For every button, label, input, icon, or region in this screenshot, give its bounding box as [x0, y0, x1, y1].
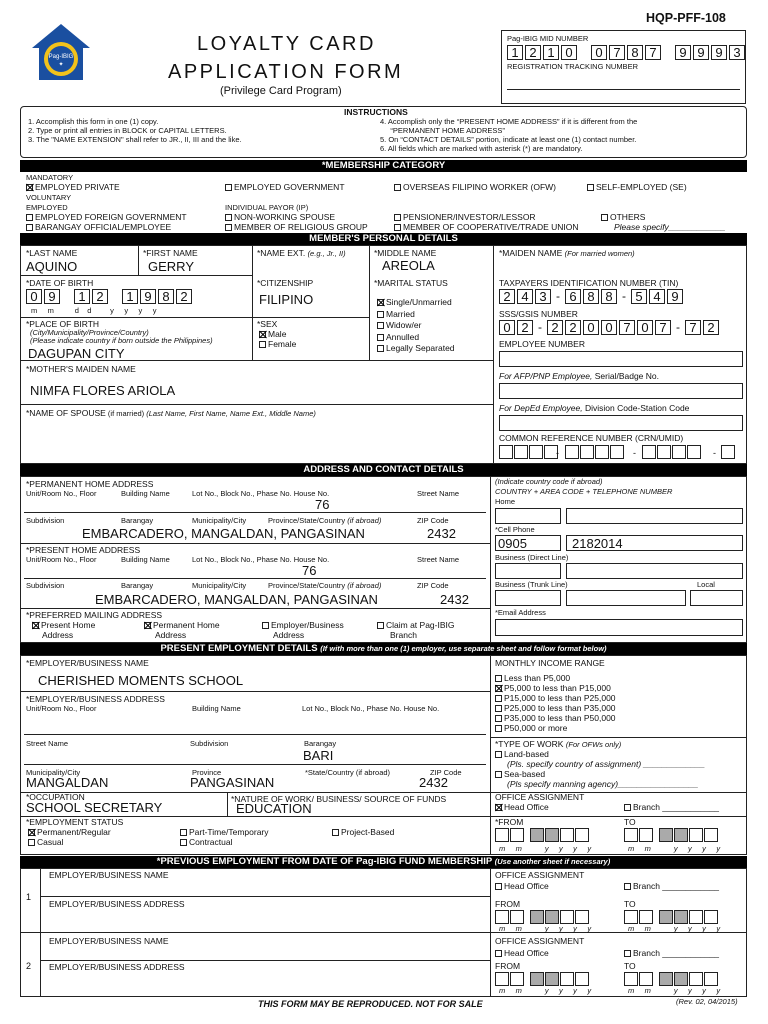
personal-heading: MEMBER'S PERSONAL DETAILS [20, 233, 747, 245]
prev-1-from-label: FROM [495, 899, 521, 909]
afp-field[interactable] [499, 383, 743, 399]
dob-label: *DATE OF BIRTH [26, 278, 94, 288]
emp-lot-label: Lot No., Block No., Phase No. House No. [302, 704, 440, 713]
instruction-4: 4. Accomplish only the “PRESENT HOME ADDRESS” if it is different from the [380, 117, 638, 126]
middle-name-label: *MIDDLE NAME [374, 248, 437, 258]
citizenship-label: *CITIZENSHIP [257, 278, 314, 288]
prev-2-to-label: TO [624, 961, 636, 971]
mail-present-address-word: Address [42, 630, 74, 640]
office-head[interactable]: Head Office [495, 803, 549, 812]
opt-ofw[interactable]: OVERSEAS FILIPINO WORKER (OFW) [394, 183, 556, 192]
emp-state-label: *State/Country (if abroad) [305, 768, 391, 777]
address-heading: ADDRESS AND CONTACT DETAILS [20, 464, 747, 476]
name-ext-label[interactable]: *NAME EXT. (e.g., Jr., II) [257, 248, 346, 258]
emp-barangay-field[interactable]: BARI [303, 748, 334, 763]
checkbox-checked-icon [26, 184, 33, 191]
prev-1-from-hint: m m y y y y [499, 924, 592, 933]
mid-number-cells[interactable]: 1 2 1 0 0 7 8 7 9 9 9 3 [507, 45, 747, 60]
rtn-line[interactable] [507, 89, 740, 90]
marital-married[interactable]: Married [377, 310, 415, 319]
to-date-cells[interactable] [624, 828, 719, 842]
sex-label: *SEX [257, 319, 278, 329]
crn-cells-4[interactable] [721, 445, 736, 459]
rtn-label: REGISTRATION TRACKING NUMBER [507, 62, 638, 71]
prev-2-to-cells[interactable] [624, 972, 719, 986]
local-label: Local [697, 580, 715, 589]
crn-dash-2: - [633, 448, 636, 458]
home-area-code-field[interactable] [495, 508, 561, 524]
checkbox-icon [225, 184, 232, 191]
home-phone-field[interactable] [566, 508, 743, 524]
nature-label: *NATURE OF WORK/ BUSINESS/ SOURCE OF FUNDS [231, 794, 447, 804]
opt-foreign-gov[interactable]: EMPLOYED FOREIGN GOVERNMENT [26, 213, 187, 222]
marital-widow[interactable]: Widow/er [377, 321, 421, 330]
mail-employer-address-word: Address [273, 630, 305, 640]
prev-1-branch[interactable]: Branch ____________ [624, 882, 719, 891]
emp-unit-label: Unit/Room No., Floor [26, 704, 97, 713]
from-label: *FROM [495, 817, 524, 827]
prev-1-to-label: TO [624, 899, 636, 909]
checkbox-icon [394, 184, 401, 191]
marital-single[interactable]: Single/Unmarried [377, 298, 452, 307]
pob-field[interactable]: DAGUPAN CITY [28, 346, 125, 361]
last-name-label: *LAST NAME [26, 248, 78, 258]
prev-2-to-hint: m m y y y y [628, 986, 721, 995]
prev-2-head-office[interactable]: Head Office [495, 949, 549, 958]
mail-claim-branch-word: Branch [390, 630, 417, 640]
sss-cells[interactable]: 0 2 - 2 2 0 0 7 0 7 - 7 2 [499, 320, 721, 335]
instructions-heading: INSTRUCTIONS [344, 107, 408, 117]
marital-label: *MARITAL STATUS [374, 278, 448, 288]
crn-cells-3[interactable] [642, 445, 702, 459]
prev-2-address-label: EMPLOYER/BUSINESS ADDRESS [49, 962, 185, 972]
status-contractual[interactable]: Contractual [180, 838, 232, 847]
ip-label: INDIVIDUAL PAYOR (IP) [225, 203, 309, 212]
afp-label: For AFP/PNP Employee, Serial/Badge No. [499, 371, 659, 381]
prev-2-from-cells[interactable] [495, 972, 590, 986]
opt-barangay[interactable]: BARANGAY OFFICIAL/EMPLOYEE [26, 223, 171, 232]
footer-note: THIS FORM MAY BE REPRODUCED. NOT FOR SALE [258, 999, 483, 1009]
pob-label: *PLACE OF BIRTH [26, 319, 100, 329]
mid-label: Pag-IBIG MID NUMBER [507, 34, 589, 43]
pres-municipality-label: Municipality/City [192, 581, 247, 590]
tin-label: TAXPAYERS IDENTIFICATION NUMBER (TIN) [499, 278, 679, 288]
to-date-hint: m m y y y y [628, 844, 721, 853]
perm-lot-label: Lot No., Block No., Phase No. House No. [192, 489, 330, 498]
first-name-field[interactable]: GERRY [148, 259, 194, 274]
status-permanent[interactable]: Permanent/Regular [28, 828, 111, 837]
perm-zip-field[interactable]: 2432 [427, 526, 456, 541]
land-hint[interactable]: (Pls. specify country of assignment) _____________ [507, 759, 705, 769]
previous-heading: *PREVIOUS EMPLOYMENT FROM DATE OF Pag-IBIG FUND MEMBERSHIP (Use another sheet if necessary) [20, 856, 747, 868]
title-line-2: APPLICATION FORM [168, 61, 404, 83]
office-branch[interactable]: Branch ____________ [624, 803, 719, 812]
perm-address-label: *PERMANENT HOME ADDRESS [26, 479, 154, 489]
subtitle: (Privilege Card Program) [220, 85, 342, 97]
please-specify[interactable]: Please specify____________ [614, 222, 726, 232]
email-label: *Email Address [495, 608, 546, 617]
business-direct-field[interactable] [566, 563, 743, 579]
office-assignment-label: OFFICE ASSIGNMENT [495, 792, 585, 802]
employed-label: EMPLOYED [26, 203, 68, 212]
email-field[interactable] [495, 619, 743, 636]
emp-barangay-label: Barangay [304, 739, 337, 748]
local-field[interactable] [690, 590, 743, 606]
cell-prefix-value: 0905 [498, 536, 527, 551]
instruction-6: 6. All fields which are marked with asterisk (*) are mandatory. [380, 144, 583, 153]
pres-address-field[interactable]: EMBARCADERO, MANGALDAN, PANGASINAN [95, 592, 378, 607]
perm-barangay-label: Barangay [121, 516, 154, 525]
opt-religious[interactable]: MEMBER OF RELIGIOUS GROUP [225, 223, 368, 232]
instruction-5: 5. On “CONTACT DETAILS” portion, indicate at least one (1) contact number. [380, 135, 637, 144]
mandatory-label: MANDATORY [26, 173, 74, 182]
perm-address-field[interactable]: EMBARCADERO, MANGALDAN, PANGASINAN [82, 526, 365, 541]
pres-zip-field[interactable]: 2432 [440, 592, 469, 607]
perm-zip-label: ZIP Code [417, 516, 449, 525]
revision-label: (Rev. 02, 04/2015) [676, 997, 738, 1006]
employer-address-label: *EMPLOYER/BUSINESS ADDRESS [26, 694, 165, 704]
emp-zip-field[interactable]: 2432 [419, 775, 448, 790]
dob-hint: m m d d y y y y [31, 306, 157, 315]
status-casual[interactable]: Casual [28, 838, 63, 847]
perm-municipality-label: Municipality/City [192, 516, 247, 525]
prev-2-from-label: FROM [495, 961, 521, 971]
sss-label: SSS/GSIS NUMBER [499, 309, 578, 319]
crn-cells-2[interactable] [565, 445, 625, 459]
prev-row-2-number: 2 [26, 961, 32, 971]
instruction-1: 1. Accomplish this form in one (1) copy. [28, 117, 159, 126]
pres-lot-label: Lot No., Block No., Phase No. House No. [192, 555, 330, 564]
pob-hint-1: (City/Municipality/Province/Country) [30, 328, 149, 337]
perm-building-label: Building Name [121, 489, 170, 498]
pres-house-no-field[interactable]: 76 [302, 563, 317, 578]
country-hint: (Indicate country code if abroad) [495, 477, 603, 486]
pres-subdivision-label: Subdivision [26, 581, 65, 590]
income-5[interactable]: P35,000 to less than P50,000 [495, 714, 616, 723]
prev-1-from-cells[interactable] [495, 910, 590, 924]
income-1[interactable]: Less than P5,000 [495, 674, 570, 683]
opt-cooperative[interactable]: MEMBER OF COOPERATIVE/TRADE UNION [394, 223, 579, 232]
status-part-time[interactable]: Part-Time/Temporary [180, 828, 269, 837]
pres-address-label: *PRESENT HOME ADDRESS [26, 545, 141, 555]
deped-label: For DepEd Employee, Division Code-Station Code [499, 403, 690, 413]
income-2[interactable]: P5,000 to less than P15,000 [495, 684, 611, 693]
emp-province-label: Province [192, 768, 222, 777]
maiden-name-label[interactable]: *MAIDEN NAME (For married women) [499, 248, 635, 258]
sex-male[interactable]: Male [259, 330, 286, 339]
mail-permanent-address-word: Address [155, 630, 187, 640]
cell-number-value: 2182014 [572, 536, 623, 551]
crn-dash-1: - [556, 448, 559, 458]
mother-field[interactable]: NIMFA FLORES ARIOLA [30, 383, 176, 398]
membership-heading: *MEMBERSHIP CATEGORY [20, 160, 747, 172]
prev-1-to-hint: m m y y y y [628, 924, 721, 933]
emp-street-label: Street Name [26, 739, 69, 748]
income-3[interactable]: P15,000 to less than P25,000 [495, 694, 616, 703]
mail-claim-option[interactable]: Claim at Pag-IBIG [377, 621, 455, 630]
perm-house-no-field[interactable]: 76 [315, 497, 330, 512]
employer-name-label: *EMPLOYER/BUSINESS NAME [26, 658, 149, 668]
prev-2-from-hint: m m y y y y [499, 986, 592, 995]
dob-cells[interactable]: 0 9 1 2 1 9 8 2 [26, 289, 194, 304]
business-direct-area-field[interactable] [495, 563, 561, 579]
pres-unit-label: Unit/Room No., Floor [26, 555, 97, 564]
sea-hint[interactable]: (Pls specify manning agency)_________________ [507, 779, 699, 789]
opt-self-employed[interactable]: SELF-EMPLOYED (SE) [587, 183, 687, 192]
marital-annulled[interactable]: Annulled [377, 333, 419, 342]
crn-label: COMMON REFERENCE NUMBER (CRN/UMID) [499, 433, 684, 443]
occupation-field[interactable]: SCHOOL SECRETARY [26, 800, 163, 815]
from-date-cells[interactable] [495, 828, 590, 842]
emp-zip-label: ZIP Code [430, 768, 462, 777]
middle-name-field[interactable]: AREOLA [382, 258, 435, 273]
pres-province-label: Province/State/Country (if abroad) [268, 581, 382, 590]
svg-text:✦: ✦ [58, 62, 64, 68]
emp-municipality-field[interactable]: MANGALDAN [26, 775, 109, 790]
last-name-field[interactable]: AQUINO [26, 259, 78, 274]
prev-1-office-label: OFFICE ASSIGNMENT [495, 870, 585, 880]
opt-employed-government[interactable]: EMPLOYED GOVERNMENT [225, 183, 345, 192]
employee-no-label: EMPLOYEE NUMBER [499, 339, 585, 349]
employee-no-field[interactable] [499, 351, 743, 367]
business-trunk-field[interactable] [566, 590, 686, 606]
instruction-4b: “PERMANENT HOME ADDRESS” [380, 126, 505, 135]
instruction-3: 3. The "NAME EXTENSION" shall refer to JR., II, III and the like. [28, 135, 242, 144]
prev-1-address-label: EMPLOYER/BUSINESS ADDRESS [49, 899, 185, 909]
crn-dash-3: - [713, 448, 716, 458]
pob-hint-2: (Please indicate country if born outside the Philippines) [30, 336, 213, 345]
nature-field[interactable]: EDUCATION [236, 801, 312, 816]
prev-2-employer-label: EMPLOYER/BUSINESS NAME [49, 936, 169, 946]
marital-separated[interactable]: Legally Separated [377, 344, 455, 353]
pag-ibig-logo [30, 22, 92, 84]
type-land[interactable]: Land-based [495, 750, 549, 759]
to-label: TO [624, 817, 636, 827]
emp-building-label: Building Name [192, 704, 241, 713]
mail-present-option[interactable]: Present Home [32, 621, 95, 630]
perm-street-label: Street Name [417, 489, 460, 498]
mail-employer-option[interactable]: Employer/Business [262, 621, 344, 630]
perm-unit-label: Unit/Room No., Floor [26, 489, 97, 498]
form-code: HQP-PFF-108 [646, 11, 726, 25]
employer-name-field[interactable]: CHERISHED MOMENTS SCHOOL [38, 673, 244, 688]
first-name-label: *FIRST NAME [143, 248, 198, 258]
type-of-work-label: *TYPE OF WORK (For OFWs only) [495, 739, 622, 749]
emp-subdivision-label: Subdivision [190, 739, 229, 748]
perm-province-label: Province/State/Country (if abroad) [268, 516, 382, 525]
mail-permanent-option[interactable]: Permanent Home [144, 621, 220, 630]
pres-zip-label: ZIP Code [417, 581, 449, 590]
emp-municipality-label: Municipality/City [26, 768, 81, 777]
opt-others[interactable]: OTHERS [601, 213, 645, 222]
tin-cells[interactable]: 2 4 3 - 6 8 8 - 5 4 9 [499, 289, 685, 304]
crn-cells[interactable] [499, 445, 559, 459]
prev-1-to-cells[interactable] [624, 910, 719, 924]
opt-non-working-spouse[interactable]: NON-WORKING SPOUSE [225, 213, 335, 222]
prev-row-1-number: 1 [26, 892, 32, 902]
spouse-label: *NAME OF SPOUSE (if married) (Last Name, First Name, Name Ext., Middle Name) [26, 408, 316, 418]
deped-field[interactable] [499, 415, 743, 431]
business-trunk-area-field[interactable] [495, 590, 561, 606]
business-trunk-label: Business (Trunk Line) [495, 580, 568, 589]
country-code-label: COUNTRY + AREA CODE + TELEPHONE NUMBER [495, 487, 673, 496]
instruction-2: 2. Type or print all entries in BLOCK or CAPITAL LETTERS. [28, 126, 227, 135]
logo-text: Pag-IBIG [48, 54, 74, 60]
employment-status-label: *EMPLOYMENT STATUS [26, 817, 124, 827]
checkbox-icon [587, 184, 594, 191]
occupation-label: *OCCUPATION [26, 792, 85, 802]
perm-subdivision-label: Subdivision [26, 516, 65, 525]
from-date-hint: m m y y y y [499, 844, 592, 853]
cell-label: *Cell Phone [495, 525, 535, 534]
pres-building-label: Building Name [121, 555, 170, 564]
prev-2-office-label: OFFICE ASSIGNMENT [495, 936, 585, 946]
emp-province-field[interactable]: PANGASINAN [190, 775, 275, 790]
citizenship-field[interactable]: FILIPINO [259, 292, 314, 307]
pres-street-label: Street Name [417, 555, 460, 564]
status-project[interactable]: Project-Based [332, 828, 394, 837]
title-line-1: LOYALTY CARD [197, 33, 376, 55]
employment-heading: PRESENT EMPLOYMENT DETAILS (If with more than one (1) employer, use separate sheet and follow format below) [20, 643, 747, 655]
sex-female[interactable]: Female [259, 340, 296, 349]
mother-label: *MOTHER'S MAIDEN NAME [26, 364, 136, 374]
income-6[interactable]: P50,000 or more [495, 724, 567, 733]
prev-1-employer-label: EMPLOYER/BUSINESS NAME [49, 870, 169, 880]
income-4[interactable]: P25,000 to less than P35,000 [495, 704, 616, 713]
voluntary-label: VOLUNTARY [26, 193, 72, 202]
business-direct-label: Business (Direct Line) [495, 553, 569, 562]
prev-1-head-office[interactable]: Head Office [495, 882, 549, 891]
opt-pensioner[interactable]: PENSIONER/INVESTOR/LESSOR [394, 213, 536, 222]
home-phone-label: Home [495, 497, 516, 506]
mailing-label: *PREFERRED MAILING ADDRESS [26, 610, 163, 620]
pres-barangay-label: Barangay [121, 581, 154, 590]
income-label: MONTHLY INCOME RANGE [495, 658, 605, 668]
type-sea[interactable]: Sea-based [495, 770, 545, 779]
opt-employed-private[interactable]: EMPLOYED PRIVATE [26, 183, 120, 192]
prev-2-branch[interactable]: Branch ____________ [624, 949, 719, 958]
